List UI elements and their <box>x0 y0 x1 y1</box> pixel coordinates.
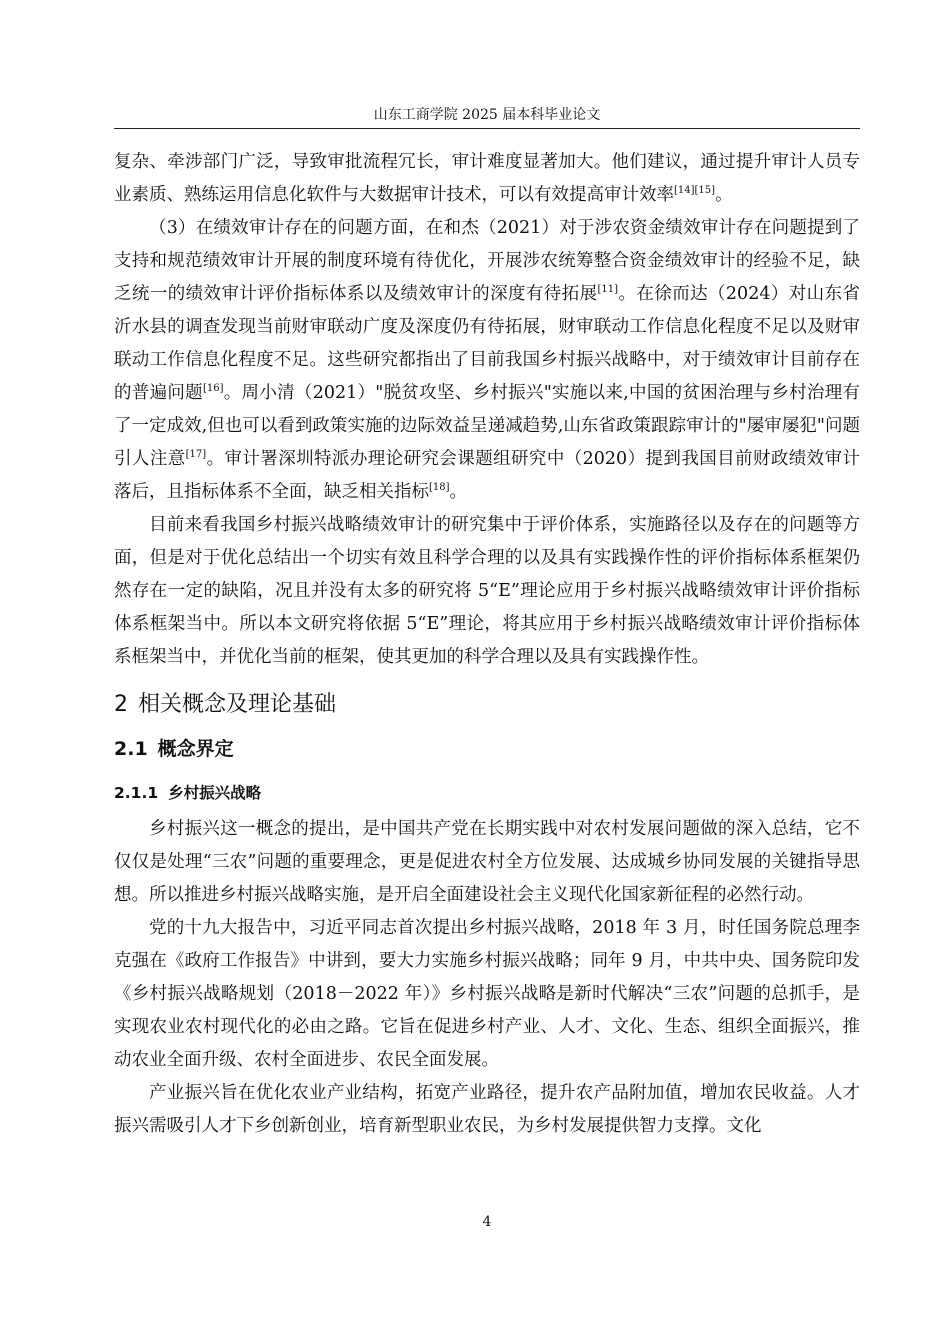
paragraph-continued <box>114 146 860 212</box>
citation-ref: [17] <box>185 449 207 461</box>
section-number: 2.1 <box>114 738 148 760</box>
chapter-heading <box>114 683 860 727</box>
citation-ref: [11] <box>597 284 619 296</box>
paragraph-text: 。 <box>715 185 733 205</box>
header-divider <box>114 128 860 129</box>
chapter-title: 相关概念及理论基础 <box>138 692 337 717</box>
page-body <box>114 146 860 1143</box>
citation-ref: [18] <box>429 482 450 494</box>
paragraph-industry-talent: 产业振兴旨在优化农业产业结构，拓宽产业路径，提升农产品附加值，增加农民收益。人才振兴需吸引人才下乡创新创业，培育新型职业农民，为乡村发展提供智力支撑。文化 <box>114 1083 860 1136</box>
running-header: 山东工商学院 2025 届本科毕业论文 <box>373 107 601 123</box>
citation-ref: [14][15] <box>674 185 716 197</box>
subsection-heading <box>114 773 860 813</box>
section-heading <box>114 727 860 771</box>
paragraph-text: （3）在绩效审计存在的问题方面，在和杰（2021）对于涉农资金绩效审计存在问题提到了支持和规范绩效审计开展的制度环境有待优化，开展涉农统筹整合资金绩效审计的经验不足，缺乏统一的绩效审计评价指标体系以及绩效审计的深度有待拓展 <box>114 218 860 304</box>
page-number: 4 <box>482 1214 492 1230</box>
paragraph-performance-audit-issues <box>114 212 860 509</box>
subsection-title: 乡村振兴战略 <box>168 784 262 802</box>
paragraph-text: 。 <box>449 482 468 502</box>
paragraph-text: 。审计署深圳特派办理论研究会课题组研究中（2020）提到我国目前财政绩效审计落后，且指标体系不全面，缺乏相关指标 <box>114 449 860 502</box>
paragraph-text: 复杂、牵涉部门广泛，导致审批流程冗长，审计难度显著加大。他们建议，通过提升审计人员专业素质、熟练运用信息化软件与大数据审计技术，可以有效提高审计效率 <box>114 152 860 205</box>
paragraph-concept-definition: 乡村振兴这一概念的提出，是中国共产党在长期实践中对农村发展问题做的深入总结，它不仅仅是处理“三农”问题的重要理念，更是促进农村全方位发展、达成城乡协同发展的关键指导思想。所以推进乡村振兴战略实施，是开启全面建设社会主义现代化国家新征程的必然行动。 <box>114 819 860 905</box>
section-title: 概念界定 <box>157 738 234 760</box>
paragraph-research-summary: 目前来看我国乡村振兴战略绩效审计的研究集中于评价体系，实施路径以及存在的问题等方面，但是对于优化总结出一个切实有效且科学合理的以及具有实践操作性的评价指标体系框架仍然存在一定的缺陷，况且并没有太多的研究将 5“E”理论应用于乡村振兴战略绩效审计评价指标体系框架当中。所以本文研究将依据 5“E”理论，将其应用于乡村振兴战略绩效审计评价指标体系框架当中，并优化当前的框架，使其更加的科学合理以及具有实践操作性。 <box>114 515 860 667</box>
paragraph-strategy-history: 党的十九大报告中，习近平同志首次提出乡村振兴战略，2018 年 3 月，时任国务院总理李克强在《政府工作报告》中讲到，要大力实施乡村振兴战略；同年 9 月，中共中央、国务院印发《乡村振兴战略规划（2018－2022 年）》乡村振兴战略是新时代解决“三农”问题的总抓手，是实现农业农村现代化的必由之路。它旨在促进乡村产业、人才、文化、生态、组织全面振兴，推动农业全面升级、农村全面进步、农民全面发展。 <box>114 918 860 1070</box>
chapter-number: 2 <box>114 692 128 717</box>
paragraph-text: 。周小清（2021）"脱贫攻坚、乡村振兴"实施以来,中国的贫困治理与乡村治理有了一定成效,但也可以看到政策实施的边际效益呈递减趋势,山东省政策跟踪审计的"屡审屡犯"问题引人注意 <box>114 383 860 469</box>
citation-ref: [16] <box>202 383 224 395</box>
paragraph-text: 。在徐而达（2024）对山东省沂水县的调查发现当前财审联动广度及深度仍有待拓展，财审联动工作信息化程度不足以及财审联动工作信息化程度不足。这些研究都指出了目前我国乡村振兴战略中，对于绩效审计目前存在的普遍问题 <box>114 284 860 403</box>
subsection-number: 2.1.1 <box>114 784 159 802</box>
